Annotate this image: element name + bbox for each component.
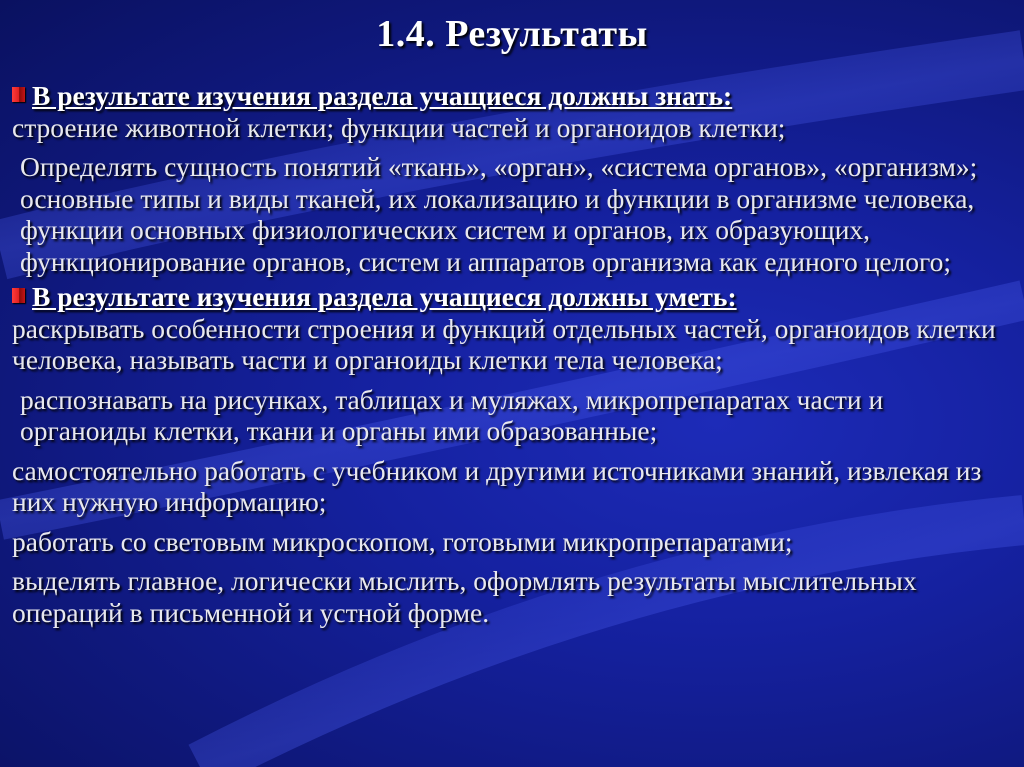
know-item-2: Определять сущность понятий «ткань», «орган», «система органов», «организм»; основные типы и виды тканей, их локализацию и функции в организме человека, функции основных физиологических систем и органов, их образующих, функционирование органов, систем и аппаратов организма как единого целого;	[20, 151, 978, 277]
know-heading	[12, 80, 1012, 112]
able-item-4: работать со световым микроскопом, готовыми микропрепаратами;	[12, 525, 793, 557]
able-heading	[12, 281, 1012, 313]
able-heading-text: В результате изучения раздела учащиеся должны уметь:	[32, 281, 737, 312]
red-square-bullet-icon	[12, 288, 25, 303]
slide-title: 1.4. Результаты	[376, 13, 648, 55]
able-item-2: распознавать на рисунках, таблицах и муляжах, микропрепаратах части и органоиды клетки, ткани и органы ими образованные;	[20, 383, 884, 446]
know-item-1: строение животной клетки; функции частей и органоидов клетки;	[12, 111, 786, 143]
able-item-5: выделять главное, логически мыслить, оформлять результаты мыслительных операций в письменной и устной форме.	[12, 565, 917, 628]
know-heading-text: В результате изучения раздела учащиеся должны знать:	[32, 80, 733, 111]
slide-body	[12, 80, 1012, 628]
able-item-1: раскрывать особенности строения и функций отдельных частей, органоидов клетки человека, называть части и органоиды клетки тела человека;	[12, 312, 996, 375]
red-square-bullet-icon	[12, 87, 25, 102]
able-item-3: самостоятельно работать с учебником и другими источниками знаний, извлекая из них нужную информацию;	[12, 454, 982, 517]
